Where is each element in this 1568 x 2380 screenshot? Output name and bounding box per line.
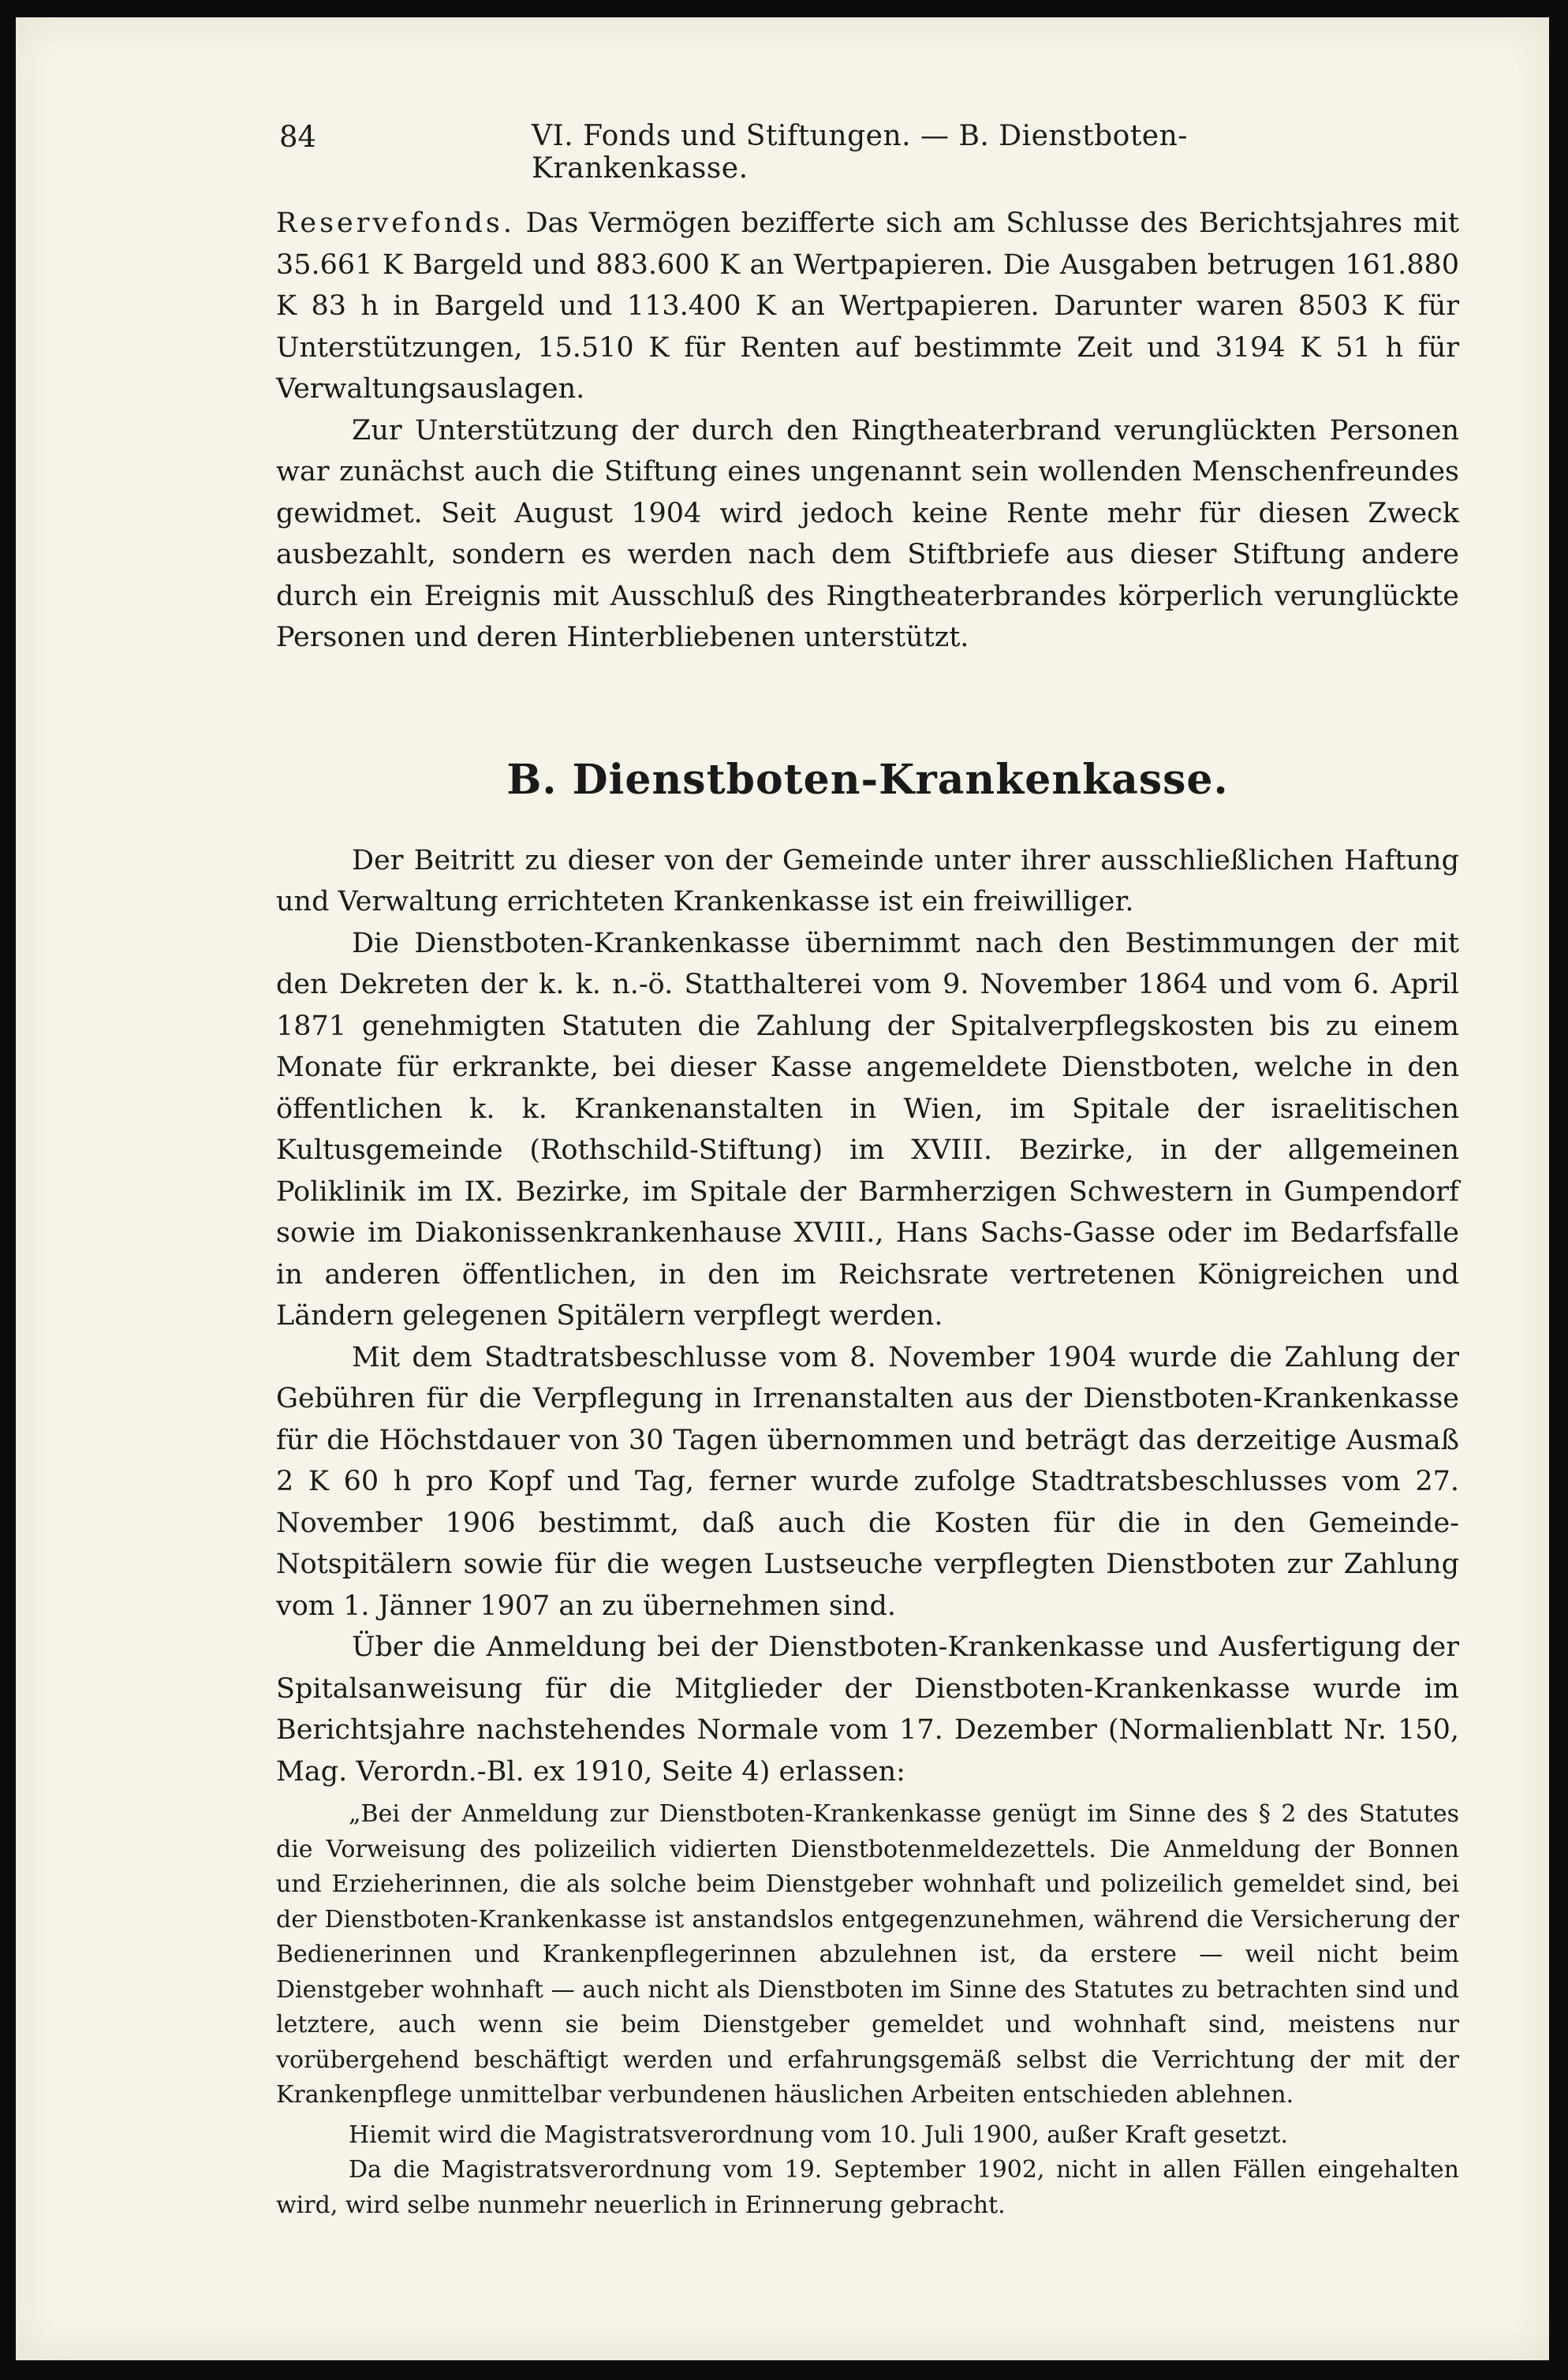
page-number: 84	[279, 120, 317, 154]
closing-block	[276, 2118, 1459, 2224]
document-page	[16, 17, 1549, 2360]
paragraph-stadtratsbeschluss: Mit dem Stadtratsbeschlusse vom 8. November 1904 wurde die Zahlung der Gebühren für die Verpflegung in Irrenanstalten aus der Dienstboten-Krankenkasse für die Höchstdauer von 30 Tagen übernommen und beträgt das derzeitige Ausmaß 2 K 60 h pro Kopf und Tag, ferner wurde zufolge Stadtratsbeschlusses vom 27. November 1906 bestimmt, daß auch die Kosten für die in den Gemeinde-Notspitälern sowie für die wegen Lustseuche verpflegten Dienstboten zur Zahlung vom 1. Jänner 1907 an zu übernehmen sind.	[276, 1341, 1459, 1622]
paragraph-lead: Reservefonds.	[276, 207, 516, 239]
page-header	[279, 120, 1391, 185]
closing-line: Da die Magistratsverordnung vom 19. September 1902, nicht in allen Fällen eingehalten wird, wird selbe nunmehr neuerlich in Erinnerung gebracht.	[276, 2156, 1459, 2219]
paragraph-text: Das Vermögen bezifferte sich am Schlusse des Berichtsjahres mit 35.661 K Bargeld und 883.600 K an Wertpapieren. Die Ausgaben betrugen 161.880 K 83 h in Bargeld und 113.400 K an Wertpapieren. Darunter waren 8503 K für Unterstützungen, 15.510 K für Renten auf bestimmte Zeit und 3194 K 51 h für Verwaltungsauslagen.	[276, 207, 1459, 405]
quote-text: „Bei der Anmeldung zur Dienstboten-Krankenkasse genügt im Sinne des § 2 des Statutes die Vorweisung des polizeilich vidierten Dienstbotenmeldezettels. Die Anmeldung der Bonnen und Erzieherinnen, die als solche beim Dienstgeber wohnhaft und polizeilich gemeldet sind, bei der Dienstboten-Krankenkasse ist anstandslos entgegenzunehmen, während die Versicherung der Bedienerinnen und Krankenpflegerinnen abzulehnen ist, da erstere — weil nicht beim Dienstgeber wohnhaft — auch nicht als Dienstboten im Sinne des Statutes zu betrachten sind und letztere, auch wenn sie beim Dienstgeber gemeldet und wohnhaft sind, meistens nur vorübergehend beschäftigt werden und erfahrungsgemäß selbst die Verrichtung der mit der Krankenpflege unmittelbar verbundenen häuslichen Arbeiten entschieden ablehnen.	[276, 1800, 1459, 2109]
paragraph-reservefonds	[276, 203, 1459, 410]
closing-line: Hiemit wird die Magistratsverordnung vom 10. Juli 1900, außer Kraft gesetzt.	[349, 2120, 1288, 2149]
paragraph-bestimmungen: Die Dienstboten-Krankenkasse übernimmt nach den Bestimmungen der mit den Dekreten der k. k. n.-ö. Statthalterei vom 9. November 1864 und vom 6. April 1871 genehmigten Statuten die Zahlung der Spitalverpflegskosten bis zu einem Monate für erkrankte, bei dieser Kasse angemeldete Dienstboten, welche in den öffentlichen k. k. Krankenanstalten in Wien, im Spitale der israelitischen Kultusgemeinde (Rothschild-Stiftung) im XVIII. Bezirke, in der allgemeinen Poliklinik im IX. Bezirke, im Spitale der Barmherzigen Schwestern in Gumpendorf sowie im Diakonissenkrankenhause XVIII., Hans Sachs-Gasse oder im Bedarfsfalle in anderen öffentlichen, in den im Reichsrate vertretenen Königreichen und Ländern gelegenen Spitälern verpflegt werden.	[276, 927, 1459, 1332]
page-body	[276, 203, 1459, 2223]
section-title: B. Dienstboten-Krankenkasse.	[506, 755, 1229, 804]
quoted-normale	[276, 1797, 1459, 2223]
paragraph-beitritt: Der Beitritt zu dieser von der Gemeinde unter ihrer ausschließlichen Haftung und Verwaltung errichteten Krankenkasse ist ein freiwilliger.	[276, 844, 1459, 917]
running-head: VI. Fonds und Stiftungen. — B. Dienstboten-Krankenkasse.	[532, 120, 1188, 185]
paragraph-ringtheater: Zur Unterstützung der durch den Ringtheaterbrand verunglückten Personen war zunächst auch die Stiftung eines ungenannt sein wollenden Menschenfreundes gewidmet. Seit August 1904 wird jedoch keine Rente mehr für diesen Zweck ausbezahlt, sondern es werden nach dem Stiftbriefe aus dieser Stiftung andere durch ein Ereignis mit Ausschluß des Ringtheaterbrandes körperlich verunglückte Personen und deren Hinterbliebenen unterstützt.	[276, 414, 1459, 653]
paragraph-anmeldung: Über die Anmeldung bei der Dienstboten-Krankenkasse und Ausfertigung der Spitalsanweisung für die Mitglieder der Dienstboten-Krankenkasse wurde im Berichtsjahre nachstehendes Normale vom 17. Dezember (Normalienblatt Nr. 150, Mag. Verordn.-Bl. ex 1910, Seite 4) erlassen:	[276, 1631, 1459, 1788]
